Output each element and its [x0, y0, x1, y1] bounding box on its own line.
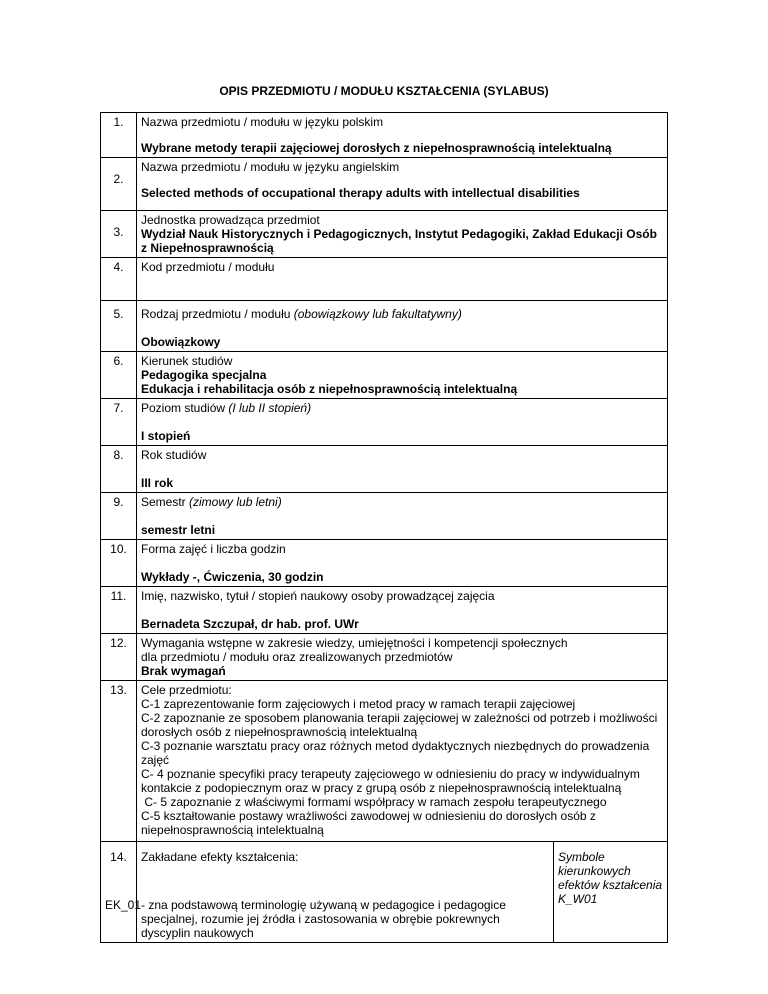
row-label: Wymagania wstępne w zakresie wiedzy, umiejętności i kompetencji społecznych — [141, 636, 568, 650]
row-number: 13. — [101, 681, 137, 842]
row-label: Imię, nazwisko, tytuł / stopień naukowy osoby prowadzącej zajęcia — [141, 589, 495, 603]
row-label-continued: dla przedmiotu / modułu oraz zrealizowanych przedmiotów — [141, 650, 453, 664]
row-value: III rok — [141, 476, 174, 490]
row-number: 10. — [101, 540, 137, 587]
row-label: Rok studiów — [141, 448, 207, 462]
goal-item: C- 4 poznanie specyfiki pracy terapeuty zajęciowego w odniesieniu do pracy w indywidualnym kontakcie z podopiecznym oraz w pracy z grupą osób z niepełnosprawnością intelektualną — [141, 767, 640, 795]
row-number — [101, 842, 142, 943]
table-row — [101, 113, 668, 158]
table-row — [101, 634, 668, 681]
goal-item: C-5 kształtowanie postawy wrażliwości zawodowej w odniesieniu do dorosłych osób z niepełnosprawnością intelektualną — [141, 809, 596, 837]
row-content — [137, 587, 668, 634]
row-label: Nazwa przedmiotu / modułu w języku polskim — [141, 115, 384, 129]
table-row — [101, 399, 668, 446]
row-number: 3. — [101, 211, 137, 258]
row-number: 5. — [101, 301, 137, 352]
row-value: Obowiązkowy — [141, 335, 221, 349]
effect-code: EK_01 — [105, 898, 142, 912]
row-label: Nazwa przedmiotu / modułu w języku angielskim — [141, 160, 400, 174]
row-number: 11. — [101, 587, 137, 634]
symbols-cell — [554, 842, 668, 943]
table-row — [101, 540, 668, 587]
row-content — [137, 158, 668, 211]
row-value: Pedagogika specjalna — [141, 368, 267, 382]
table-row — [101, 352, 668, 399]
row-number: 8. — [101, 446, 137, 493]
row-content — [137, 399, 668, 446]
row-value-secondary: Edukacja i rehabilitacja osób z niepełnosprawnością intelektualną — [141, 382, 518, 396]
row-content — [137, 301, 668, 352]
effect-symbol: K_W01 — [558, 892, 598, 906]
goal-item: C-2 zapoznanie ze sposobem planowania terapii zajęciowej w zależności od potrzeb i możliwości dorosłych osób z niepełnosprawnością intelektualną — [141, 711, 658, 739]
row-number: 1. — [101, 113, 137, 158]
row-content — [137, 258, 668, 301]
row-number: 2. — [101, 158, 137, 211]
table-row — [101, 258, 668, 301]
row-label: Kierunek studiów — [141, 354, 233, 368]
row-value: Bernadeta Szczupał, dr hab. prof. UWr — [141, 617, 359, 631]
row-label: Forma zajęć i liczba godzin — [141, 542, 286, 556]
table-row — [101, 446, 668, 493]
row-number: 4. — [101, 258, 137, 301]
row-label: Rodzaj przedmiotu / modułu (obowiązkowy lub fakultatywny) — [141, 307, 462, 321]
goal-item: C- 5 zapoznanie z właściwymi formami współpracy w ramach zespołu terapeutycznego — [141, 795, 607, 809]
row-label: Poziom studiów (I lub II stopień) — [141, 401, 312, 415]
row-number: 12. — [101, 634, 137, 681]
row-value: I stopień — [141, 429, 191, 443]
table-row — [101, 842, 668, 943]
table-row — [101, 681, 668, 842]
row-label: Jednostka prowadząca przedmiot — [141, 213, 320, 227]
row-content — [137, 211, 668, 258]
row-value: Selected methods of occupational therapy adults with intellectual disabilities — [141, 186, 580, 200]
row-content — [137, 681, 668, 842]
table-row — [101, 158, 668, 211]
row-number: 9. — [101, 493, 137, 540]
row-value: Wykłady -, Ćwiczenia, 30 godzin — [141, 570, 324, 584]
document-title: OPIS PRZEDMIOTU / MODUŁU KSZTAŁCENIA (SYLABUS) — [219, 84, 549, 98]
symbols-header: Symbole kierunkowych efektów kształcenia — [558, 850, 663, 892]
row-content — [137, 446, 668, 493]
row-content — [137, 352, 668, 399]
table-row — [101, 587, 668, 634]
syllabus-table — [100, 112, 668, 943]
table-row — [101, 301, 668, 352]
row-value: Brak wymagań — [141, 664, 226, 678]
row-number: 7. — [101, 399, 137, 446]
row-label: Cele przedmiotu: — [141, 683, 232, 697]
effects-number: 14. — [110, 850, 127, 864]
effect-description: - zna podstawową terminologię używaną w pedagogice i pedagogice specjalnej, rozumie jej źródła i zastosowania w obrębie pokrewnych dyscyplin naukowych — [141, 898, 506, 940]
row-value: Wydział Nauk Historycznych i Pedagogicznych, Instytut Pedagogiki, Zakład Edukacji Osób z Niepełnosprawnością — [141, 227, 657, 255]
row-label: Kod przedmiotu / modułu — [141, 260, 275, 274]
row-label: Semestr (zimowy lub letni) — [141, 495, 282, 509]
row-number: 6. — [101, 352, 137, 399]
goal-item: C-1 zaprezentowanie form zajęciowych i metod pracy w ramach terapii zajęciowej — [141, 697, 576, 711]
table-row — [101, 211, 668, 258]
row-value: Wybrane metody terapii zajęciowej dorosłych z niepełnosprawnością intelektualną — [141, 141, 612, 155]
effects-label: Zakładane efekty kształcenia: — [141, 850, 299, 864]
goal-item: C-3 poznanie warsztatu pracy oraz różnych metod dydaktycznych niezbędnych do prowadzenia zajęć — [141, 739, 650, 767]
row-content — [137, 842, 554, 943]
row-content — [137, 493, 668, 540]
row-content — [137, 113, 668, 158]
table-row — [101, 493, 668, 540]
row-content — [137, 634, 668, 681]
row-value: semestr letni — [141, 523, 216, 537]
row-content — [137, 540, 668, 587]
